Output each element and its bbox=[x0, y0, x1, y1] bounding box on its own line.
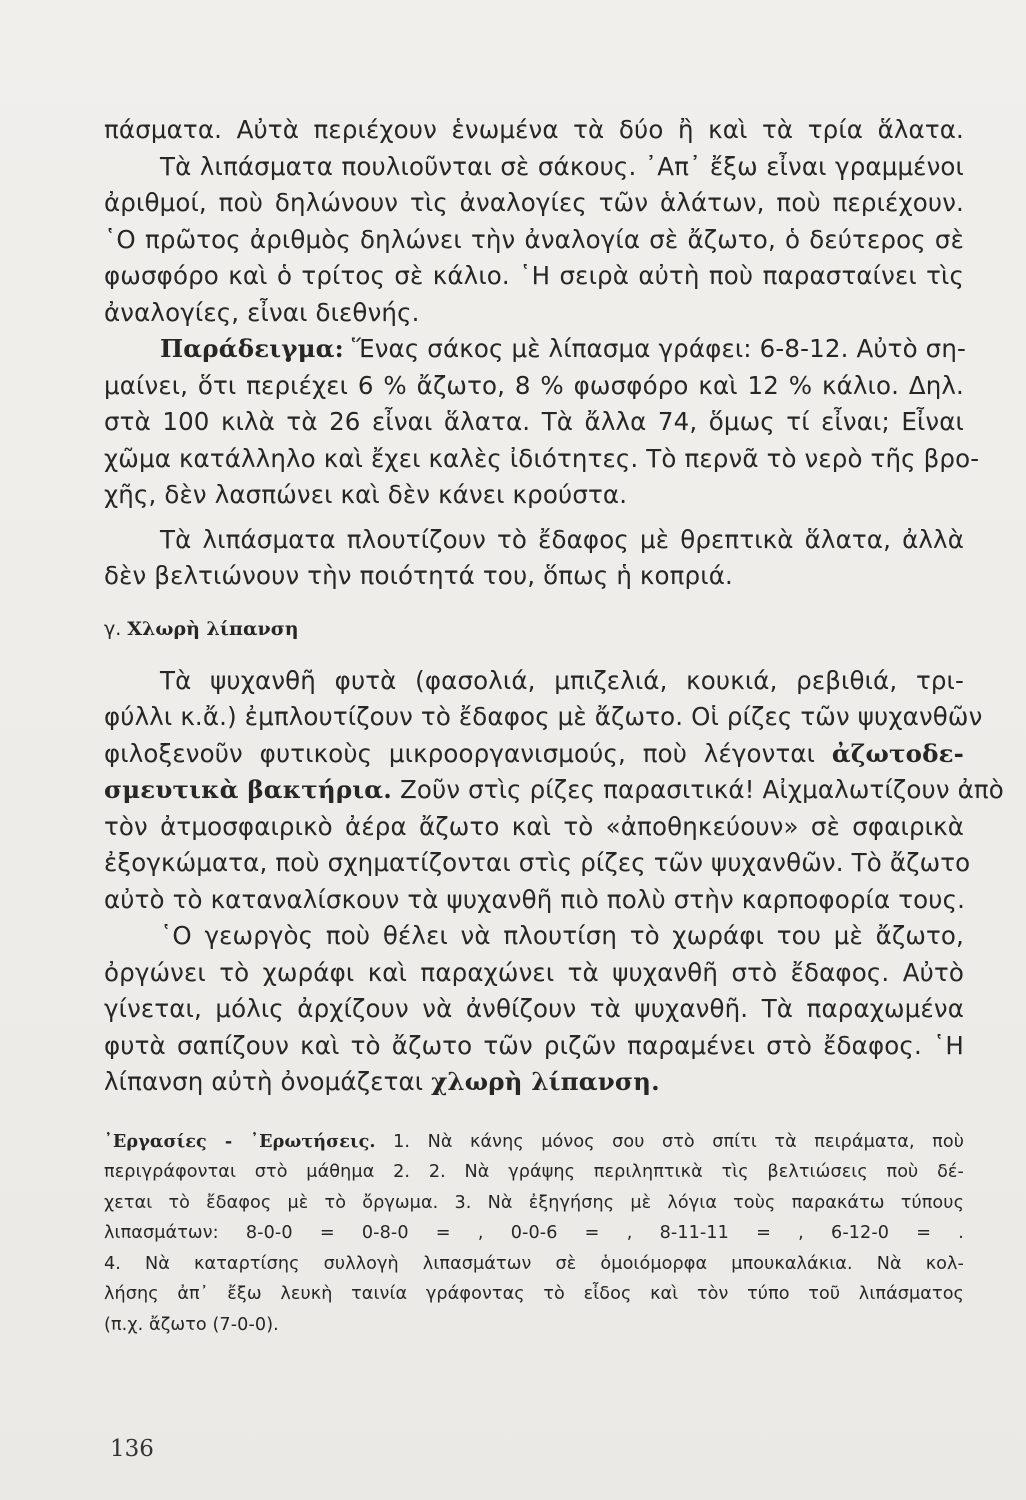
bold-term: χλωρὴ λίπανση. bbox=[431, 1067, 660, 1096]
text-line: χῆς, δὲν λασπώνει καὶ δὲν κάνει κρούστα. bbox=[104, 480, 628, 509]
exercises-block bbox=[104, 1127, 964, 1341]
text-line: τὸν ἀτμοσφαιρικὸ ἀέρα ἄζωτο καὶ τὸ «ἀποθηκεύουν» σὲ σφαιρικὰ bbox=[104, 811, 964, 841]
text-line: πάσματα. Αὐτὰ περιέχουν ἑνωμένα τὰ δύο ἢ καὶ τὰ τρία ἅλατα. bbox=[104, 115, 964, 144]
exercises-label: ᾿Εργασίες - ᾿Ερωτήσεις. bbox=[104, 1130, 376, 1152]
text-line: ῾Ο πρῶτος ἀριθμὸς δηλώνει τὴν ἀναλογία σὲ ἄζωτο, ὁ δεύτερος σὲ bbox=[104, 224, 964, 254]
text-line: ῾Ο γεωργὸς ποὺ θέλει νὰ πλουτίση τὸ χωράφι του μὲ ἄζωτο, bbox=[160, 921, 964, 950]
text-line: Τὰ λιπάσματα πλουτίζουν τὸ ἔδαφος μὲ θρεπτικὰ ἅλατα, ἀλλὰ bbox=[160, 524, 964, 554]
section-letter: γ. bbox=[104, 617, 122, 640]
example-line bbox=[104, 331, 967, 368]
text-line: χῶμα κατάλληλο καὶ ἔχει καλὲς ἰδιότητες. Τὸ περνᾶ τὸ νερὸ τῆς βρο- bbox=[104, 443, 980, 473]
text-line: ἀναλογίες, εἶναι διεθνής. bbox=[104, 297, 420, 327]
section-heading bbox=[104, 607, 964, 651]
text-line: ἀριθμοί, ποὺ δηλώνουν τὶς ἀναλογίες τῶν ἁλάτων, ποὺ περιέχουν. bbox=[104, 188, 964, 217]
example-label: Παράδειγμα: bbox=[160, 334, 344, 363]
exercise-line: χεται τὸ ἔδαφος μὲ τὸ ὄργωμα. 3. Νὰ ἐξηγήσης μὲ λόγια τοὺς παρακάτω τύπους bbox=[104, 1192, 964, 1213]
text-line: ἐξογκώματα, ποὺ σχηματίζονται στὶς ρίζες τῶν ψυχανθῶν. Τὸ ἄζωτο bbox=[104, 848, 971, 877]
exercise-line: 4. Νὰ καταρτίσης συλλογὴ λιπασμάτων σὲ ὁμοιόμορφα μπουκαλάκια. Νὰ κολ- bbox=[104, 1253, 964, 1274]
exercise-line: (π.χ. ἄζωτο (7-0-0). bbox=[104, 1314, 279, 1335]
text-line: φυτὰ σαπίζουν καὶ τὸ ἄζωτο τῶν ριζῶν παραμένει στὸ ἔδαφος. ῾Η bbox=[104, 1030, 964, 1060]
exercise-line: λήσης ἀπ᾿ ἔξω λευκὴ ταινία γράφοντας τὸ εἶδος καὶ τὸν τύπο τοῦ λιπάσματος bbox=[104, 1284, 964, 1304]
text-run: φιλοξενοῦν φυτικοὺς μικροοργανισμούς, ποὺ λέγονται bbox=[104, 738, 816, 768]
exercise-line: περιγράφονται στὸ μάθημα 2. 2. Νὰ γράψης περιληπτικὰ τὶς βελτιώσεις ποὺ δέ- bbox=[104, 1162, 964, 1182]
text-line: φωσφόρο καὶ ὁ τρίτος σὲ κάλιο. ῾Η σειρὰ αὐτὴ ποὺ παρασταίνει τὶς bbox=[104, 261, 964, 290]
text-line bbox=[104, 772, 1004, 809]
bold-term: ἀζωτοδε- bbox=[831, 738, 964, 768]
exercise-line bbox=[104, 1127, 964, 1158]
text-line: στὰ 100 κιλὰ τὰ 26 εἶναι ἅλατα. Τὰ ἄλλα 74, ὅμως τί εἶναι; Εἶναι bbox=[104, 407, 964, 436]
text-run: λίπανση αὐτὴ ὀνομάζεται bbox=[104, 1067, 432, 1096]
text-run: 1. Νὰ κάνης μόνος σου στὸ σπίτι τὰ πειράματα, ποὺ bbox=[375, 1131, 964, 1152]
page-number: 136 bbox=[110, 1436, 154, 1462]
section-title: Χλωρὴ λίπανση bbox=[127, 617, 299, 640]
text-line: μαίνει, ὅτι περιέχει 6 % ἄζωτο, 8 % φωσφόρο καὶ 12 % κάλιο. Δηλ. bbox=[104, 370, 964, 400]
text-line bbox=[104, 736, 964, 773]
bold-term: σμευτικὰ βακτήρια. bbox=[104, 775, 392, 804]
text-line bbox=[104, 1064, 964, 1101]
text-line: δὲν βελτιώνουν τὴν ποιότητά του, ὅπως ἡ κοπριά. bbox=[104, 561, 733, 590]
text-line: Τὰ ψυχανθῆ φυτὰ (φασολιά, μπιζελιά, κουκιά, ρεβιθιά, τρι- bbox=[160, 665, 964, 695]
page-content bbox=[104, 112, 1004, 1340]
text-line: φύλλι κ.ἄ.) ἐμπλουτίζουν τὸ ἔδαφος μὲ ἄζωτο. Οἱ ρίζες τῶν ψυχανθῶν bbox=[104, 702, 983, 731]
text-line: γίνεται, μόλις ἀρχίζουν νὰ ἀνθίζουν τὰ ψυχανθῆ. Τὰ παραχωμένα bbox=[104, 994, 964, 1023]
text-line: ὀργώνει τὸ χωράφι καὶ παραχώνει τὰ ψυχανθῆ στὸ ἔδαφος. Αὐτὸ bbox=[104, 957, 964, 987]
text-line: αὐτὸ τὸ καταναλίσκουν τὰ ψυχανθῆ πιὸ πολὺ στὴν καρποφορία τους. bbox=[104, 884, 966, 914]
exercise-line: λιπασμάτων: 8-0-0 = 0-8-0 = , 0-0-6 = , 8-11-11 = , 6-12-0 = . bbox=[104, 1223, 964, 1243]
text-run: Ζοῦν στὶς ρίζες παρασιτικά! Αἰχμαλωτίζουν ἀπὸ bbox=[392, 775, 1004, 804]
text-line: Τὰ λιπάσματα πουλιοῦνται σὲ σάκους. ᾿Απ᾿ ἔξω εἶναι γραμμένοι bbox=[160, 151, 964, 181]
example-text: Ἕνας σάκος μὲ λίπασμα γράφει: 6-8-12. Αὐτὸ ση- bbox=[343, 334, 967, 363]
